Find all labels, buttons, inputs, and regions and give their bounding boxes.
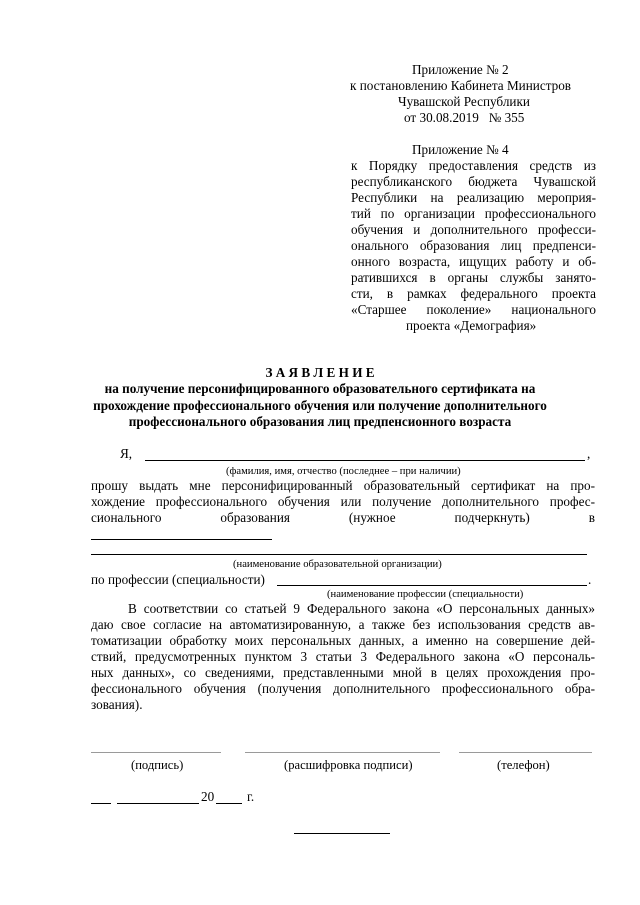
ya-label: Я, <box>120 446 133 461</box>
profession-hint: (наименование профессии (специальности) <box>327 589 524 600</box>
signature-decoding-field[interactable] <box>245 752 440 753</box>
appendix-2-title: Приложение № 2 <box>412 62 509 77</box>
consent-line: томатизации обработку моих персональных данных, а именно на совершение дей- <box>91 633 595 648</box>
request-line-3: сионального образования (нужное подчеркнуть) в <box>91 510 595 525</box>
appendix-4-line: сти, в рамках федерального проекта <box>351 286 596 301</box>
consent-line: фессионального обучения (получения дополнительного профессионального обра- <box>91 681 595 696</box>
appendix-4-text <box>351 158 596 318</box>
organization-field[interactable] <box>91 554 587 555</box>
consent-first-line: В соответствии со статьей 9 Федерального закона «О персональных данных» <box>128 601 595 616</box>
appendix-4-line: ратившихся в органы службы занято- <box>351 270 596 285</box>
appendix-4-line: онального образования лиц предпенси- <box>351 238 596 253</box>
heading-line-2: прохождение профессионального обучения или получение дополнительного <box>93 398 547 413</box>
date-month-field[interactable] <box>117 803 199 804</box>
date-year-prefix: 20 <box>201 789 215 804</box>
organization-field-start[interactable] <box>91 539 272 540</box>
appendix-4-last-line: проекта «Демография» <box>406 318 537 333</box>
appendix-4-line: тий по организации профессионального <box>351 206 596 221</box>
profession-period: . <box>588 572 592 587</box>
profession-label: по профессии (специальности) <box>91 572 265 587</box>
profession-field[interactable] <box>277 585 587 586</box>
signature-decoding-hint: (расшифровка подписи) <box>284 758 413 772</box>
appendix-4-line: обучения и дополнительного професси- <box>351 222 596 237</box>
full-name-field[interactable] <box>145 460 585 461</box>
appendix-2-republic: Чувашской Республики <box>398 94 530 109</box>
appendix-4-line: республиканского бюджета Чувашской <box>351 174 596 189</box>
appendix-4-title: Приложение № 4 <box>412 142 509 157</box>
appendix-4-line: онного возраста, ищущих работу и об- <box>351 254 596 269</box>
date-year-field[interactable] <box>216 803 242 804</box>
appendix-2-decree: к постановлению Кабинета Министров <box>350 78 572 93</box>
closing-rule <box>294 833 390 834</box>
phone-field[interactable] <box>459 752 592 753</box>
request-line-2: хождение профессионального обучения или получение дополнительного профес- <box>91 494 595 509</box>
document-title: З А Я В Л Е Н И Е <box>265 365 375 380</box>
appendix-4-line: «Старшее поколение» национального <box>351 302 596 317</box>
consent-line: ных данных», со сведениями, представленными мной в целях прохождения про- <box>91 665 595 680</box>
heading-line-3: профессионального образования лиц предпенсионного возраста <box>128 414 512 429</box>
consent-line: даю свое согласие на автоматизированную, а также без использования средств ав- <box>91 617 595 632</box>
organization-hint: (наименование образовательной организации) <box>233 559 442 570</box>
phone-hint: (телефон) <box>497 758 550 772</box>
appendix-4-line: Республики на реализацию мероприя- <box>351 190 596 205</box>
appendix-2-date: от 30.08.2019 № 355 <box>404 110 525 125</box>
date-day-field[interactable] <box>91 803 111 804</box>
heading-line-1: на получение персонифицированного образовательного сертификата на <box>104 381 536 396</box>
signature-hint: (подпись) <box>131 758 184 772</box>
date-year-suffix: г. <box>247 789 255 804</box>
consent-last-line: зования). <box>91 697 143 712</box>
signature-field[interactable] <box>91 752 221 753</box>
appendix-4-line: к Порядку предоставления средств из <box>351 158 596 173</box>
consent-text <box>91 617 595 697</box>
request-line-1: прошу выдать мне персонифицированный образовательный сертификат на про- <box>91 478 595 493</box>
name-comma: , <box>587 446 591 461</box>
consent-line: ствий, предусмотренных пунктом 3 статьи 3 Федерального закона «О персональ- <box>91 649 595 664</box>
full-name-hint: (фамилия, имя, отчество (последнее – при наличии) <box>226 466 461 477</box>
